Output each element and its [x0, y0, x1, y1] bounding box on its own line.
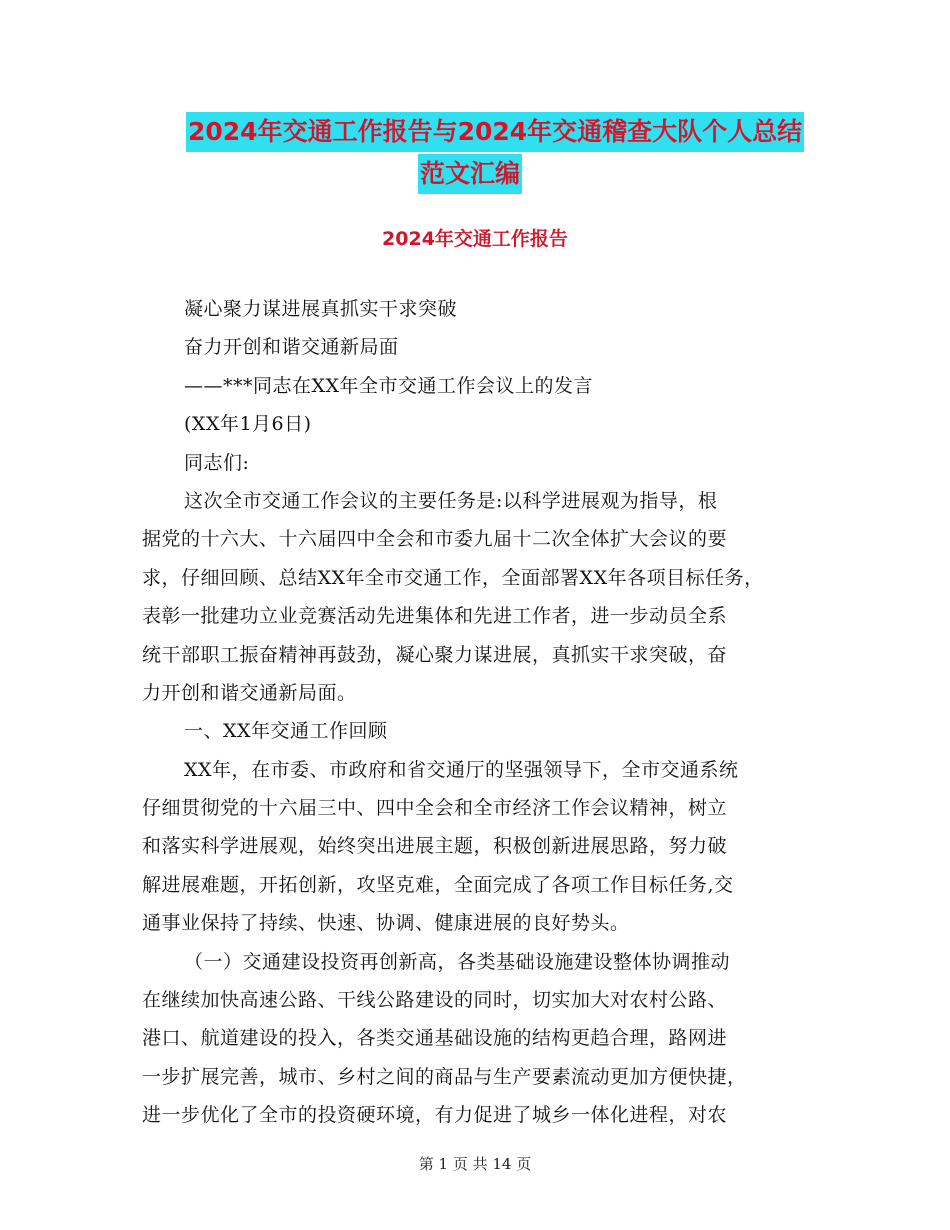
paragraph-line: 力开创和谐交通新局面。: [142, 681, 357, 704]
paragraph-line: 在继续加快高速公路、干线公路建设的同时，切实加大对农村公路、: [142, 989, 728, 1012]
paragraph-line: 和落实科学进展观，始终突出进展主题，积极创新进展思路，努力破: [142, 835, 728, 858]
paragraph-line: 进一步优化了全市的投资硬环境，有力促进了城乡一体化进程，对农: [142, 1104, 728, 1127]
paragraph-line: 统干部职工振奋精神再鼓劲，凝心聚力谋进展，真抓实干求突破，奋: [142, 643, 728, 666]
paragraph-line: (XX年1月6日): [184, 413, 312, 436]
paragraph-line: 凝心聚力谋进展真抓实干求突破: [184, 298, 458, 320]
paragraph-line: 解进展难题，开拓创新，攻坚克难，全面完成了各项工作目标任务,交: [142, 873, 734, 896]
paragraph-line: 表彰一批建功立业竞赛活动先进集体和先进工作者，进一步动员全系: [142, 605, 728, 628]
paragraph-line: 据党的十六大、十六届四中全会和市委九届十二次全体扩大会议的要: [142, 528, 728, 551]
title-line-2: 范文汇编: [418, 154, 522, 194]
paragraph-line: 一步扩展完善，城市、乡村之间的商品与生产要素流动更加方便快捷，: [142, 1065, 747, 1088]
paragraph-line: XX年，在市委、市政府和省交通厅的坚强领导下，全市交通系统: [184, 758, 739, 781]
paragraph-line: 同志们:: [184, 451, 250, 474]
page-footer: 第 1 页 共 14 页: [418, 1155, 532, 1173]
section-heading: 2024年交通工作报告: [382, 228, 568, 250]
paragraph-line: ——***同志在XX年全市交通工作会议上的发言: [184, 374, 594, 397]
paragraph-line: 奋力开创和谐交通新局面: [184, 336, 399, 359]
paragraph-line: 求，仔细回顾、总结XX年全市交通工作，全面部署XX年各项目标任务，: [142, 566, 764, 589]
paragraph-line: 通事业保持了持续、快速、协调、健康进展的良好势头。: [142, 912, 630, 935]
paragraph-line: 一、XX年交通工作回顾: [184, 720, 388, 743]
title-line-1: 2024年交通工作报告与2024年交通稽查大队个人总结: [186, 112, 804, 152]
paragraph-line: 这次全市交通工作会议的主要任务是:以科学进展观为指导，根: [184, 489, 718, 512]
paragraph-line: 港口、航道建设的投入，各类交通基础设施的结构更趋合理，路网进: [142, 1027, 728, 1050]
paragraph-line: 仔细贯彻党的十六届三中、四中全会和全市经济工作会议精神，树立: [142, 797, 728, 820]
document-body: [142, 290, 824, 1135]
paragraph-line: （一）交通建设投资再创新高，各类基础设施建设整体协调推动: [184, 950, 731, 973]
